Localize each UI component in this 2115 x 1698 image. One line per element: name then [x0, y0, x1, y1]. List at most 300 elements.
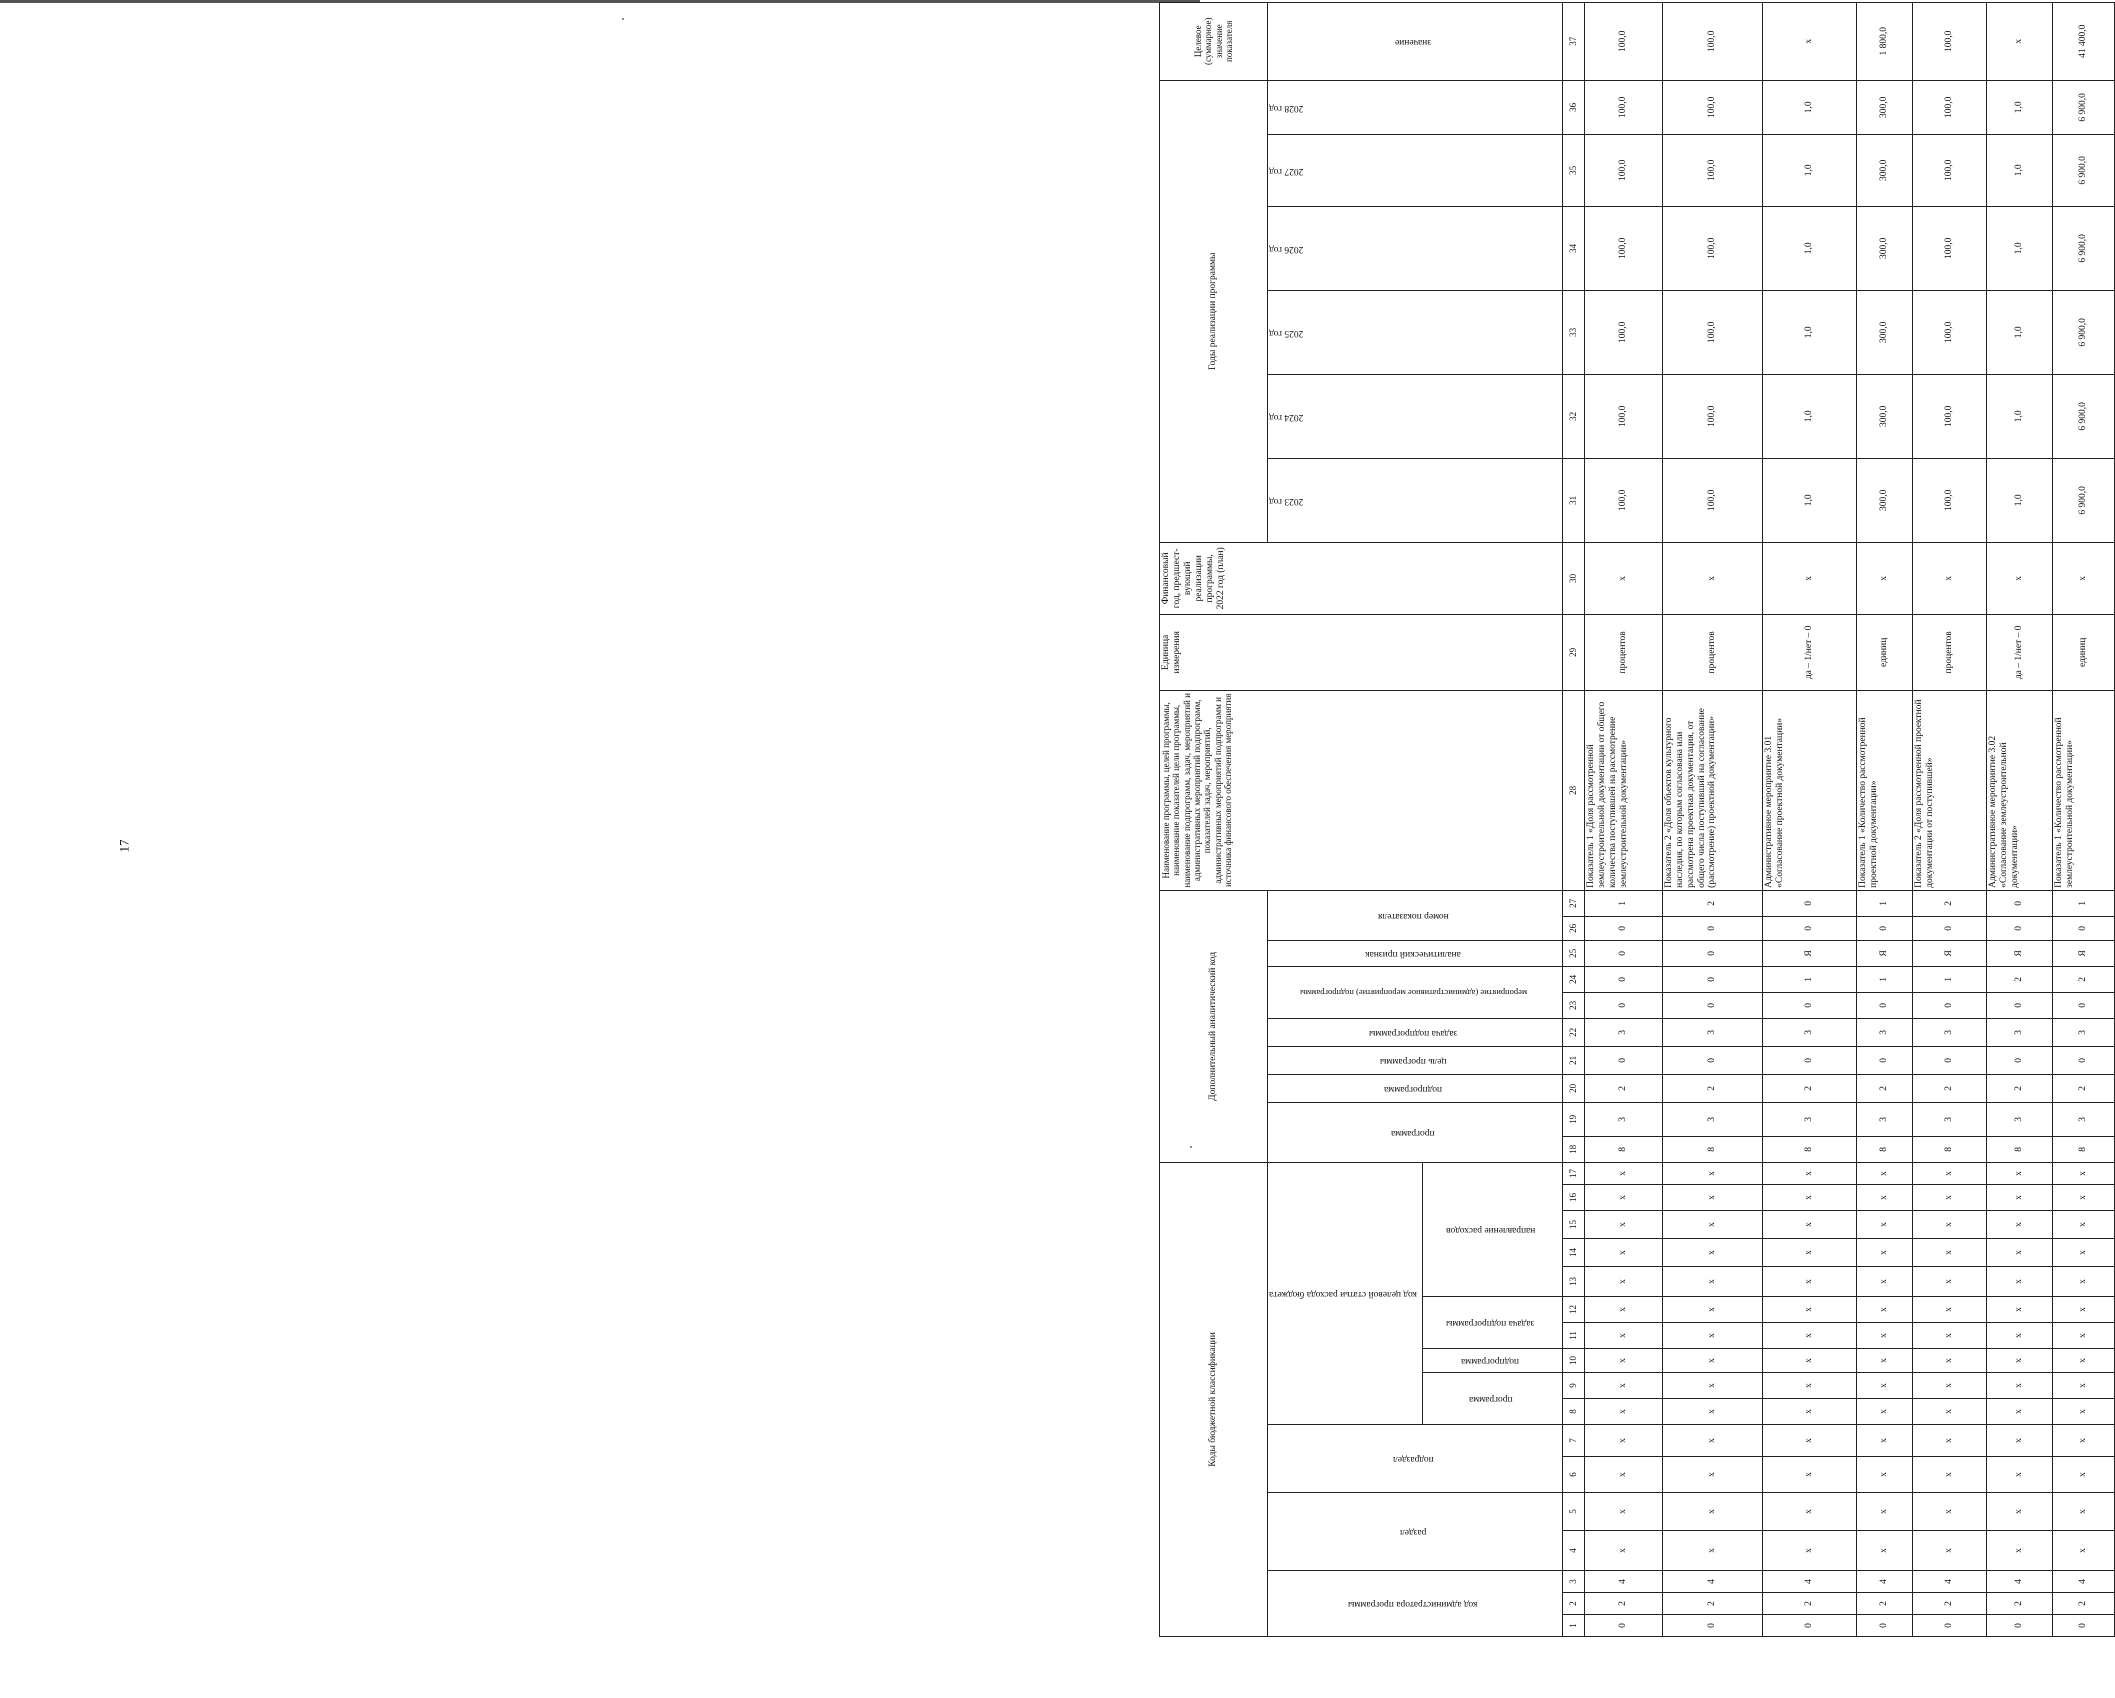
- code-cell: 2: [1662, 1074, 1762, 1102]
- code-cell: x: [1912, 1425, 1986, 1457]
- code-cell: 8: [1856, 1136, 1912, 1162]
- code-cell: 1: [1912, 966, 1986, 992]
- column-number: 21: [1562, 1046, 1584, 1074]
- row-year-value: 6 900,0: [2052, 80, 2114, 134]
- scan-edge-top: [0, 0, 1200, 3]
- column-number: 23: [1562, 992, 1584, 1018]
- code-cell: 0: [1662, 916, 1762, 940]
- code-cell: 4: [1662, 1571, 1762, 1593]
- header-name: Наименование программы, целей программы, наименование показателей цели программы, наименование подпрограмм, задач, мероприятий и административных мероприятий подпрограмм, показателей задач, мероприятий, административных мероприятий подпрограмм и источника финансового обеспечения мероприятия: [1160, 690, 1563, 890]
- column-number: 16: [1562, 1185, 1584, 1211]
- code-cell: 0: [1662, 992, 1762, 1018]
- code-cell: x: [1912, 1531, 1986, 1571]
- header-analytic-code: Дополнительный аналитический код: [1160, 890, 1268, 1162]
- row-unit: процентов: [1584, 614, 1662, 690]
- row-year-value: 100,0: [1584, 80, 1662, 134]
- code-cell: 3: [1662, 1102, 1762, 1136]
- code-cell: x: [1986, 1267, 2052, 1297]
- column-numbers-row: [1562, 2, 1584, 1636]
- row-year-value: 1,0: [1762, 134, 1856, 206]
- code-cell: 4: [1762, 1571, 1856, 1593]
- code-cell: 0: [2052, 1615, 2114, 1637]
- row-name: Показатель 1 «Доля рассмотренной землеустроительной документации от общего количества поступившей на рассмотрение землеустроительной документации»: [1584, 690, 1662, 890]
- code-cell: x: [1986, 1457, 2052, 1493]
- row-year-value: 1,0: [1762, 374, 1856, 458]
- row-target: 100,0: [1662, 2, 1762, 80]
- row-fin-year: x: [1856, 542, 1912, 614]
- code-cell: x: [1584, 1162, 1662, 1184]
- program-table: [1159, 2, 2115, 1637]
- row-year-value: 1,0: [1762, 290, 1856, 374]
- code-cell: 0: [1584, 992, 1662, 1018]
- row-year-value: 300,0: [1856, 290, 1912, 374]
- code-cell: x: [1986, 1349, 2052, 1373]
- row-year-value: 100,0: [1584, 290, 1662, 374]
- column-number: 20: [1562, 1074, 1584, 1102]
- code-cell: x: [1584, 1399, 1662, 1425]
- row-year-value: 100,0: [1912, 458, 1986, 542]
- row-unit: процентов: [1912, 614, 1986, 690]
- code-cell: 0: [1912, 992, 1986, 1018]
- page-number: 17: [116, 839, 132, 853]
- code-cell: x: [1584, 1457, 1662, 1493]
- row-target: 100,0: [1584, 2, 1662, 80]
- column-number: 37: [1562, 2, 1584, 80]
- header-y2025: 2025 год: [1268, 290, 1563, 374]
- row-year-value: 100,0: [1662, 290, 1762, 374]
- table-row: [2052, 2, 2114, 1636]
- header-y2027: 2027 год: [1268, 134, 1563, 206]
- code-cell: x: [1584, 1267, 1662, 1297]
- code-cell: 0: [1662, 966, 1762, 992]
- code-cell: 2: [1856, 1593, 1912, 1615]
- code-cell: 0: [1762, 1615, 1856, 1637]
- row-target: x: [1762, 2, 1856, 80]
- column-number: 36: [1562, 80, 1584, 134]
- row-year-value: 1,0: [1762, 80, 1856, 134]
- code-cell: 2: [2052, 1593, 2114, 1615]
- code-cell: 0: [1856, 992, 1912, 1018]
- code-cell: 2: [1762, 1593, 1856, 1615]
- code-cell: x: [1912, 1162, 1986, 1184]
- header-subsection: подраздел: [1268, 1425, 1563, 1493]
- code-cell: x: [1912, 1493, 1986, 1531]
- column-number: 1: [1562, 1615, 1584, 1637]
- code-cell: 8: [2052, 1136, 2114, 1162]
- column-number: 35: [1562, 134, 1584, 206]
- code-cell: x: [1662, 1297, 1762, 1323]
- header-subprogram-task-code: задача подпрограммы: [1422, 1297, 1562, 1349]
- code-cell: x: [1912, 1373, 1986, 1399]
- code-cell: x: [1912, 1211, 1986, 1239]
- header-program-goal: цель программы: [1268, 1046, 1563, 1074]
- code-cell: x: [1912, 1457, 1986, 1493]
- code-cell: x: [1912, 1399, 1986, 1425]
- row-name: Показатель 1 «Количество рассмотренной землеустроительной документации»: [2052, 690, 2114, 890]
- code-cell: x: [1662, 1493, 1762, 1531]
- column-number: 4: [1562, 1531, 1584, 1571]
- code-cell: x: [1912, 1323, 1986, 1349]
- code-cell: 2: [1912, 1593, 1986, 1615]
- code-cell: 1: [1856, 966, 1912, 992]
- row-fin-year: x: [1584, 542, 1662, 614]
- header-y2028: 2028 год: [1268, 80, 1563, 134]
- row-year-value: 1,0: [1986, 290, 2052, 374]
- code-cell: 0: [1986, 916, 2052, 940]
- row-fin-year: x: [1662, 542, 1762, 614]
- code-cell: x: [1856, 1493, 1912, 1531]
- code-cell: x: [1662, 1399, 1762, 1425]
- code-cell: x: [1762, 1457, 1856, 1493]
- row-year-value: 300,0: [1856, 458, 1912, 542]
- column-number: 10: [1562, 1349, 1584, 1373]
- code-cell: 0: [1762, 890, 1856, 916]
- scan-speck: [622, 18, 624, 20]
- code-cell: 0: [1986, 1615, 2052, 1637]
- code-cell: x: [1584, 1239, 1662, 1267]
- code-cell: 3: [1856, 1102, 1912, 1136]
- header-analytic-sign: аналитический признак: [1268, 940, 1563, 966]
- code-cell: x: [1584, 1349, 1662, 1373]
- code-cell: 8: [1762, 1136, 1856, 1162]
- row-year-value: 1,0: [1762, 458, 1856, 542]
- table-row: [1584, 2, 1662, 1636]
- code-cell: 3: [1986, 1102, 2052, 1136]
- code-cell: x: [1762, 1297, 1856, 1323]
- code-cell: 0: [1762, 1046, 1856, 1074]
- code-cell: x: [1662, 1349, 1762, 1373]
- code-cell: 2: [1912, 890, 1986, 916]
- header-y2024: 2024 год: [1268, 374, 1563, 458]
- code-cell: x: [1584, 1373, 1662, 1399]
- code-cell: x: [1762, 1239, 1856, 1267]
- row-year-value: 100,0: [1662, 206, 1762, 290]
- code-cell: x: [1912, 1185, 1986, 1211]
- row-year-value: 100,0: [1662, 134, 1762, 206]
- code-cell: 8: [1584, 1136, 1662, 1162]
- code-cell: x: [2052, 1211, 2114, 1239]
- code-cell: 0: [1856, 1046, 1912, 1074]
- code-cell: x: [1986, 1373, 2052, 1399]
- code-cell: x: [1986, 1162, 2052, 1184]
- code-cell: 1: [1762, 966, 1856, 992]
- code-cell: x: [1986, 1323, 2052, 1349]
- header-program: программа: [1422, 1373, 1562, 1425]
- row-name: Административное мероприятие 3.02 «Согласование землеустроительной документации»: [1986, 690, 2052, 890]
- header-years: Годы реализации программы: [1160, 80, 1268, 542]
- code-cell: 0: [1662, 1046, 1762, 1074]
- column-number: 17: [1562, 1162, 1584, 1184]
- code-cell: x: [1856, 1185, 1912, 1211]
- code-cell: 0: [2052, 916, 2114, 940]
- column-number: 29: [1562, 614, 1584, 690]
- header-fin-year: Финансовый год, предшест-вующий реализации программы, 2022 год (план): [1160, 542, 1563, 614]
- code-cell: 0: [1762, 916, 1856, 940]
- column-number: 31: [1562, 458, 1584, 542]
- code-cell: x: [1662, 1425, 1762, 1457]
- row-year-value: 1,0: [1986, 458, 2052, 542]
- column-number: 19: [1562, 1102, 1584, 1136]
- code-cell: x: [1662, 1267, 1762, 1297]
- code-cell: 0: [1856, 1615, 1912, 1637]
- code-cell: x: [1856, 1373, 1912, 1399]
- code-cell: x: [1662, 1211, 1762, 1239]
- code-cell: 2: [1762, 1074, 1856, 1102]
- row-year-value: 1,0: [1762, 206, 1856, 290]
- code-cell: x: [1762, 1531, 1856, 1571]
- code-cell: x: [1986, 1297, 2052, 1323]
- code-cell: 0: [1662, 940, 1762, 966]
- code-cell: 2: [1584, 1593, 1662, 1615]
- column-number: 5: [1562, 1493, 1584, 1531]
- column-number: 12: [1562, 1297, 1584, 1323]
- row-name: Показатель 1 «Количество рассмотренной проектной документации»: [1856, 690, 1912, 890]
- header-a-subprogram: подпрограмма: [1268, 1074, 1563, 1102]
- code-cell: x: [1856, 1297, 1912, 1323]
- row-year-value: 100,0: [1912, 134, 1986, 206]
- header-subprogram: подпрограмма: [1422, 1349, 1562, 1373]
- code-cell: x: [1986, 1493, 2052, 1531]
- code-cell: x: [1856, 1349, 1912, 1373]
- code-cell: x: [1856, 1399, 1912, 1425]
- code-cell: x: [1762, 1267, 1856, 1297]
- column-number: 24: [1562, 966, 1584, 992]
- program-table-rotated: [1159, 17, 2112, 1637]
- row-year-value: 100,0: [1662, 374, 1762, 458]
- column-number: 34: [1562, 206, 1584, 290]
- code-cell: 3: [1762, 1102, 1856, 1136]
- code-cell: x: [2052, 1239, 2114, 1267]
- code-cell: x: [1912, 1267, 1986, 1297]
- code-cell: 0: [2052, 992, 2114, 1018]
- code-cell: 0: [1986, 890, 2052, 916]
- code-cell: 0: [1584, 916, 1662, 940]
- code-cell: 4: [1856, 1571, 1912, 1593]
- column-number: 28: [1562, 690, 1584, 890]
- row-year-value: 6 900,0: [2052, 374, 2114, 458]
- code-cell: 4: [2052, 1571, 2114, 1593]
- code-cell: 3: [1912, 1102, 1986, 1136]
- code-cell: 3: [1662, 1018, 1762, 1046]
- code-cell: x: [1856, 1267, 1912, 1297]
- row-unit: единиц: [1856, 614, 1912, 690]
- code-cell: 2: [1662, 890, 1762, 916]
- code-cell: 3: [1762, 1018, 1856, 1046]
- code-cell: x: [2052, 1457, 2114, 1493]
- row-unit: да – 1/нет – 0: [1986, 614, 2052, 690]
- code-cell: 2: [1662, 1593, 1762, 1615]
- column-number: 18: [1562, 1136, 1584, 1162]
- code-cell: x: [1584, 1531, 1662, 1571]
- row-fin-year: x: [1762, 542, 1856, 614]
- code-cell: x: [1856, 1531, 1912, 1571]
- code-cell: 3: [1856, 1018, 1912, 1046]
- code-cell: Я: [2052, 940, 2114, 966]
- code-cell: x: [1584, 1323, 1662, 1349]
- code-cell: x: [1662, 1162, 1762, 1184]
- column-number: 6: [1562, 1457, 1584, 1493]
- row-year-value: 100,0: [1584, 206, 1662, 290]
- row-fin-year: x: [1986, 542, 2052, 614]
- header-section: раздел: [1268, 1493, 1563, 1571]
- column-number: 33: [1562, 290, 1584, 374]
- code-cell: 2: [1986, 966, 2052, 992]
- row-year-value: 6 900,0: [2052, 458, 2114, 542]
- row-year-value: 6 900,0: [2052, 206, 2114, 290]
- code-cell: 0: [1662, 1615, 1762, 1637]
- row-year-value: 1,0: [1986, 206, 2052, 290]
- code-cell: 2: [2052, 966, 2114, 992]
- code-cell: 3: [1584, 1018, 1662, 1046]
- code-cell: x: [1856, 1162, 1912, 1184]
- code-cell: 4: [1912, 1571, 1986, 1593]
- code-cell: x: [1662, 1323, 1762, 1349]
- code-cell: x: [2052, 1425, 2114, 1457]
- code-cell: x: [1856, 1457, 1912, 1493]
- row-year-value: 1,0: [1986, 80, 2052, 134]
- code-cell: x: [2052, 1297, 2114, 1323]
- code-cell: 0: [1584, 966, 1662, 992]
- table-row: [1762, 2, 1856, 1636]
- header-budget-codes: Коды бюджетной классификации: [1160, 1162, 1268, 1636]
- column-number: 26: [1562, 916, 1584, 940]
- header-subprogram-task: задача подпрограммы: [1268, 1018, 1563, 1046]
- row-year-value: 100,0: [1584, 374, 1662, 458]
- code-cell: 3: [1912, 1018, 1986, 1046]
- code-cell: 0: [1584, 940, 1662, 966]
- code-cell: Я: [1912, 940, 1986, 966]
- code-cell: 0: [1584, 1615, 1662, 1637]
- code-cell: 4: [1584, 1571, 1662, 1593]
- header-a-program: программа: [1268, 1102, 1563, 1162]
- code-cell: x: [2052, 1185, 2114, 1211]
- column-number: 9: [1562, 1373, 1584, 1399]
- code-cell: x: [2052, 1267, 2114, 1297]
- code-cell: x: [1584, 1185, 1662, 1211]
- column-number: 14: [1562, 1239, 1584, 1267]
- code-cell: 1: [1584, 890, 1662, 916]
- code-cell: x: [1762, 1349, 1856, 1373]
- row-year-value: 100,0: [1584, 134, 1662, 206]
- code-cell: x: [1584, 1211, 1662, 1239]
- row-unit: процентов: [1662, 614, 1762, 690]
- code-cell: x: [1856, 1323, 1912, 1349]
- code-cell: x: [1912, 1349, 1986, 1373]
- table-row: [1986, 2, 2052, 1636]
- header-indicator-no: номер показателя: [1268, 890, 1563, 940]
- code-cell: x: [1986, 1399, 2052, 1425]
- row-year-value: 300,0: [1856, 134, 1912, 206]
- header-activity: мероприятие (административное мероприятие) подпрограммы: [1268, 966, 1563, 1018]
- row-year-value: 100,0: [1912, 290, 1986, 374]
- column-number: 3: [1562, 1571, 1584, 1593]
- column-number: 8: [1562, 1399, 1584, 1425]
- column-number: 2: [1562, 1593, 1584, 1615]
- code-cell: x: [1762, 1399, 1856, 1425]
- row-fin-year: x: [2052, 542, 2114, 614]
- row-year-value: 6 900,0: [2052, 290, 2114, 374]
- table-row: [1912, 2, 1986, 1636]
- code-cell: 2: [1912, 1074, 1986, 1102]
- column-number: 7: [1562, 1425, 1584, 1457]
- header-admin-code: код администратора программы: [1268, 1571, 1563, 1637]
- row-year-value: 100,0: [1584, 458, 1662, 542]
- column-number: 25: [1562, 940, 1584, 966]
- column-number: 27: [1562, 890, 1584, 916]
- code-cell: x: [1584, 1297, 1662, 1323]
- code-cell: x: [2052, 1531, 2114, 1571]
- row-target: 1 800,0: [1856, 2, 1912, 80]
- code-cell: 2: [1986, 1074, 2052, 1102]
- code-cell: 4: [1986, 1571, 2052, 1593]
- row-name: Показатель 2 «Доля рассмотренной проектной документации от поступившей»: [1912, 690, 1986, 890]
- code-cell: x: [1762, 1373, 1856, 1399]
- code-cell: 8: [1662, 1136, 1762, 1162]
- code-cell: 2: [1856, 1074, 1912, 1102]
- code-cell: x: [1762, 1211, 1856, 1239]
- code-cell: Я: [1986, 940, 2052, 966]
- row-year-value: 6 900,0: [2052, 134, 2114, 206]
- column-number: 30: [1562, 542, 1584, 614]
- code-cell: x: [1856, 1239, 1912, 1267]
- row-target: 41 400,0: [2052, 2, 2114, 80]
- table-row: [1662, 2, 1762, 1636]
- code-cell: 0: [1584, 1046, 1662, 1074]
- code-cell: x: [1662, 1185, 1762, 1211]
- code-cell: 0: [1856, 916, 1912, 940]
- code-cell: x: [2052, 1493, 2114, 1531]
- code-cell: x: [1986, 1185, 2052, 1211]
- row-year-value: 100,0: [1912, 206, 1986, 290]
- code-cell: x: [2052, 1373, 2114, 1399]
- code-cell: x: [2052, 1349, 2114, 1373]
- row-year-value: 300,0: [1856, 206, 1912, 290]
- header-row-1: [1160, 2, 1268, 1636]
- code-cell: x: [1986, 1531, 2052, 1571]
- code-cell: 8: [1912, 1136, 1986, 1162]
- row-year-value: 100,0: [1662, 458, 1762, 542]
- code-cell: x: [1912, 1297, 1986, 1323]
- code-cell: x: [1762, 1493, 1856, 1531]
- code-cell: x: [1762, 1185, 1856, 1211]
- header-target-article: код целевой статьи расхода бюджета: [1268, 1162, 1423, 1424]
- code-cell: 2: [1986, 1593, 2052, 1615]
- row-unit: единиц: [2052, 614, 2114, 690]
- code-cell: x: [1912, 1239, 1986, 1267]
- row-fin-year: x: [1912, 542, 1986, 614]
- header-y2023: 2023 год: [1268, 458, 1563, 542]
- code-cell: x: [1662, 1457, 1762, 1493]
- code-cell: x: [1986, 1239, 2052, 1267]
- code-cell: x: [2052, 1162, 2114, 1184]
- column-number: 15: [1562, 1211, 1584, 1239]
- code-cell: 1: [1856, 890, 1912, 916]
- code-cell: x: [1662, 1531, 1762, 1571]
- code-cell: x: [1762, 1323, 1856, 1349]
- header-target: Целевое (суммарное) значение показателя: [1160, 2, 1268, 80]
- row-year-value: 100,0: [1912, 80, 1986, 134]
- code-cell: 2: [1584, 1074, 1662, 1102]
- code-cell: Я: [1762, 940, 1856, 966]
- code-cell: 0: [1986, 992, 2052, 1018]
- row-target: 100,0: [1912, 2, 1986, 80]
- code-cell: x: [1856, 1211, 1912, 1239]
- code-cell: 0: [1912, 1046, 1986, 1074]
- code-cell: x: [2052, 1399, 2114, 1425]
- column-number: 13: [1562, 1267, 1584, 1297]
- row-year-value: 100,0: [1912, 374, 1986, 458]
- code-cell: 3: [2052, 1102, 2114, 1136]
